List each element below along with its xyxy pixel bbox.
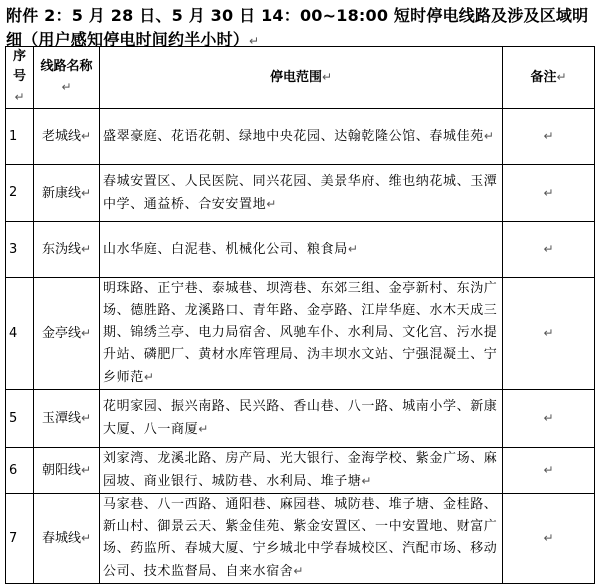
row-note: ↵: [503, 390, 595, 448]
header-line-name: 线路名称↵: [34, 47, 100, 109]
row-line-name: 新康线↵: [34, 165, 100, 222]
row-line-name: 金亭线↵: [34, 278, 100, 390]
row-range: 刘家湾、龙溪北路、房产局、光大银行、金海学校、紫金广场、麻园坡、商业银行、城防巷、水利局、堆子塘↵: [100, 448, 503, 494]
outage-table: [5, 46, 595, 584]
paragraph-mark: ↵: [249, 34, 260, 48]
row-no: 4: [6, 278, 34, 390]
document-title-text: 附件 2：5 月 28 日、5 月 30 日 14：00~18:00 短时停电线路及涉及区域明细（用户感知停电时间约半小时）: [6, 6, 589, 49]
row-no: 3: [6, 222, 34, 278]
row-no: 2: [6, 165, 34, 222]
row-note: ↵: [503, 448, 595, 494]
table-row: [6, 448, 595, 494]
table-row: [6, 222, 595, 278]
row-no: 1: [6, 109, 34, 165]
row-range: 盛翠豪庭、花语花朝、绿地中央花园、达翰乾隆公馆、春城佳苑↵: [100, 109, 503, 165]
table-row: [6, 165, 595, 222]
row-line-name: 春城线↵: [34, 494, 100, 584]
row-note: ↵: [503, 222, 595, 278]
table-row: [6, 109, 595, 165]
row-range: 春城安置区、人民医院、同兴花园、美景华府、维也纳花城、玉潭中学、通益桥、合安安置地↵: [100, 165, 503, 222]
table-row: [6, 390, 595, 448]
row-range: 马家巷、八一西路、通阳巷、麻园巷、城防巷、堆子塘、金桂路、新山村、御景云天、紫金佳苑、紫金安置区、一中安置地、财富广场、药监所、春城大厦、宁乡城北中学春城校区、汽配市场、移动公司、技术监督局、自来水宿舍↵: [100, 494, 503, 584]
row-range: 花明家园、振兴南路、民兴路、香山巷、八一路、城南小学、新康大厦、八一商厦↵: [100, 390, 503, 448]
table-row: [6, 278, 595, 390]
row-no: 7: [6, 494, 34, 584]
table-row: [6, 494, 595, 584]
row-line-name: 玉潭线↵: [34, 390, 100, 448]
header-range: 停电范围↵: [100, 47, 503, 109]
row-no: 6: [6, 448, 34, 494]
row-note: ↵: [503, 494, 595, 584]
row-note: ↵: [503, 109, 595, 165]
row-range: 明珠路、正宁巷、泰城巷、坝湾巷、东郊三组、金亭新村、东沩广场、德胜路、龙溪路口、青年路、金亭路、江岸华庭、水木天成三期、锦绣兰亭、电力局宿舍、风驰车仆、水利局、文化宫、污水提升站、磷肥厂、黄材水库管理局、沩丰坝水文站、宁强混凝土、宁乡师范↵: [100, 278, 503, 390]
row-line-name: 东沩线↵: [34, 222, 100, 278]
row-note: ↵: [503, 165, 595, 222]
row-line-name: 老城线↵: [34, 109, 100, 165]
row-range: 山水华庭、白泥巷、机械化公司、粮食局↵: [100, 222, 503, 278]
row-line-name: 朝阳线↵: [34, 448, 100, 494]
row-no: 5: [6, 390, 34, 448]
header-no: 序号↵: [6, 47, 34, 109]
header-note: 备注↵: [503, 47, 595, 109]
table-header-row: [6, 47, 595, 109]
row-note: ↵: [503, 278, 595, 390]
